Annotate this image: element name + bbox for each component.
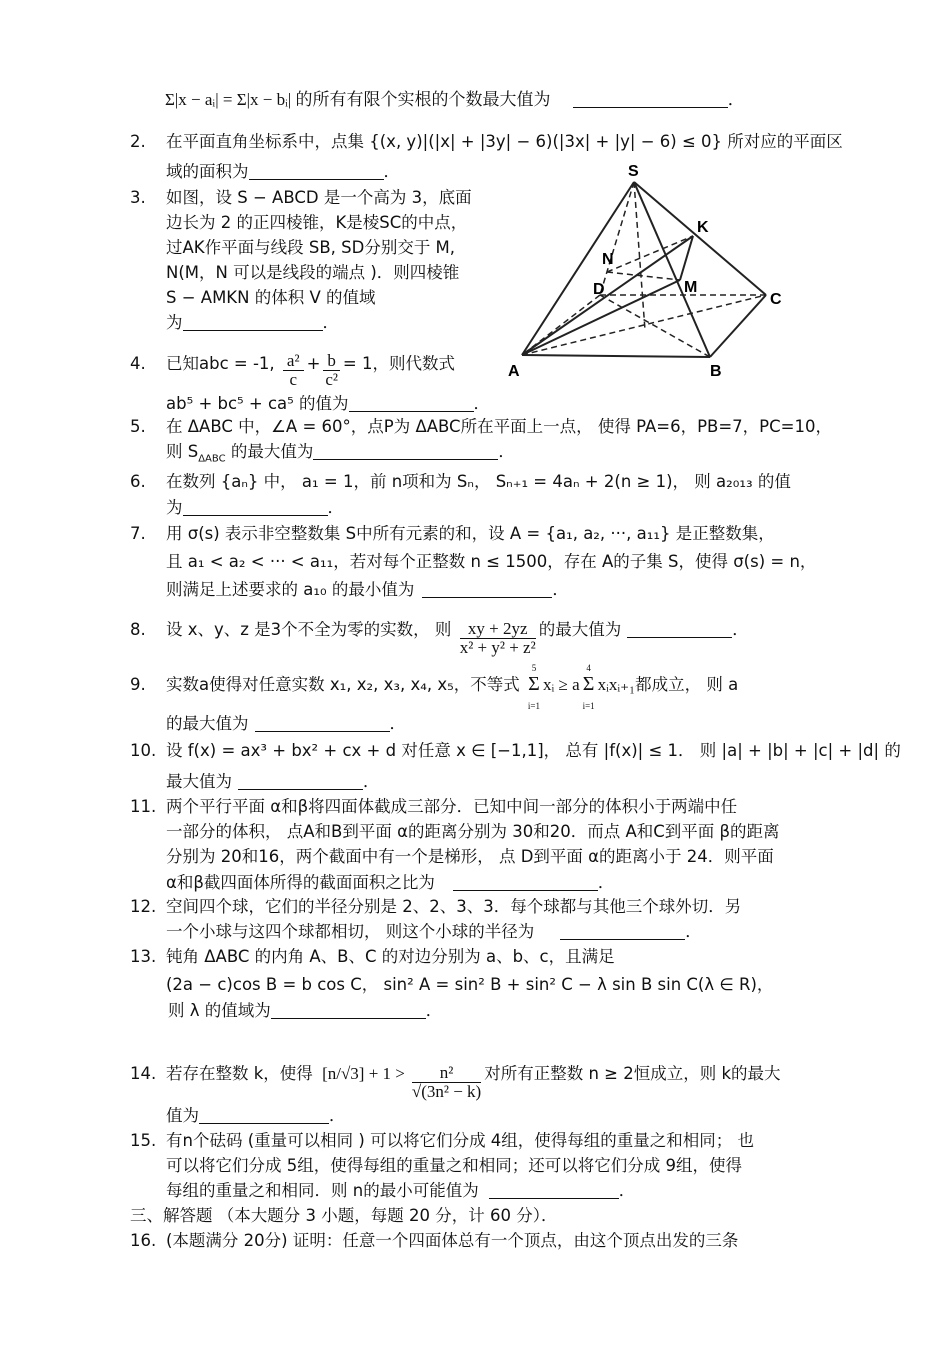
problem-11: 11. 两个平行平面 α和β将四面体截成三部分．已知中间一部分的体积小于两端中任	[130, 797, 738, 816]
label-c: C	[770, 291, 782, 308]
label-k: K	[697, 219, 709, 236]
answer-blank[interactable]	[560, 923, 685, 940]
problem-1-continuation: Σ|x − aᵢ| = Σ|x − bᵢ| 的所有有限个实根的个数最大值为 ．	[165, 90, 745, 109]
answer-blank[interactable]	[238, 773, 363, 790]
answer-blank[interactable]	[422, 581, 552, 598]
answer-blank[interactable]	[573, 91, 728, 108]
problem-14: 14. 若存在整数 k，使得 [n/√3] + 1 > $\frac{\text{n²}}{\text{√(3n² − k)}}$ 对所有正整数 n ≥ 2恒成立，则 k的最大	[130, 1063, 781, 1101]
problem-15: 15. 有n个砝码 (重量可以相同 ) 可以将它们分成 4组，使得每组的重量之和相同； 也	[130, 1131, 755, 1150]
problem-10: 10. 设 f(x) = ax³ + bx² + cx + d 对任意 x ∈ [−1,1]， 总有 |f(x)| ≤ 1． 则 |a| + |b| + |c| + |d| 的	[130, 741, 901, 760]
problem-9: 9. 实数a使得对任意实数 x₁, x₂, x₃, x₄, x₅，不等式 Σ 5 i=1 xᵢ ≥ a Σ 4 i=1 xᵢxᵢ₊₁都成立， 则 a	[130, 663, 739, 711]
problem-1-text: Σ|x − aᵢ| = Σ|x − bᵢ| 的所有有限个实根的个数最大值为	[165, 90, 551, 109]
document-page: Σ|x − aᵢ| = Σ|x − bᵢ| 的所有有限个实根的个数最大值为 ． 2. 在平面直角坐标系中，点集 {(x, y)|(|x| + |3y| − 6)(|3x| + |y| − 6) ≤ 0} 所对应的平面区 域的面积为 ． 3. 如图，设 S − ABCD 是一个高为 3，底面 边长为 2 的正四棱锥，K是棱SC的中点， 过AK作平面与线段 SB, SD分别交于 M, N(M，N 可以是线段的端点 )．则四棱锥 S − AMKN 的体积 V 的值域 为 ． S K N M D C A B 4. 已知abc = -1, $\frac{\text{a²}}{c}$ + $\frac{b}{\text{c²}}$ = 1，则代数式 ab⁵ + bc⁵ + ca⁵ 的值为 ． 5. 在 ΔABC 中，∠A = 60°，点P为 ΔABC所在平面上一点， 使得 PA=6，PB=7，PC=10， 则 $S_{\Delta ABC}$ 的最大值为 ． 6. 在数列 {aₙ} 中， a₁ = 1，前 n项和为 Sₙ， Sₙ₊₁ = 4aₙ + 2(n ≥ 1)， 则 a₂₀₁₃ 的值 为 ． 7. 用 σ(s) 表示非空整数集 S中所有元素的和，设 A = {a₁, a₂, ···, a₁₁} 是正整数集， 且 a₁ < a₂ < ··· < a₁₁，若对每个正整数 n ≤ 1500，存在 A的子集 S，使得 σ(s) = n， 则满足上述要求的 a₁₀ 的最小值为 ． 8. 设 x、y、z 是3个不全为零的实数， 则 $\frac{xy + 2yz}{\text{x² + y² + z²}}$ 的最大值为 ． 9. 实数a使得对任意实数 x₁, x₂, x₃, x₄, x₅，不等式 Σ 5 i=1 xᵢ ≥ a Σ 4 i=1 xᵢxᵢ₊₁都成立， 则 a 的最大值为 ． 10. 设 f(x) = ax³ + bx² + cx + d 对任意 x ∈ [−1,1]， 总有 |f(x)| ≤ 1． 则 |a| + |b| + |c| + |d| 的 最大值为 ． 11. 两个平行平面 α和β将四面体截成三部分．已知中间一部分的体积小于两端中任 一部分的体积， 点A和B到平面 α的距离分别为 30和20．而点 A和C到平面 β的距离 分别为 20和16，两个截面中有一个是梯形， 点 D到平面 α的距离小于 24．则平面 α和β截四面体所得的截面面积之比为 ． 12. 空间四个球，它们的半径分别是 2、2、3、3．每个球都与其他三个球外切．另 一个小球与这四个球都相切， 则这个小球的半径为 ． 13. 钝角 ΔABC 的内角 A、B、C 的对边分别为 a、b、c，且满足 (2a − c)cos B = b cos C， sin² A = sin² B + sin² C − λ sin B sin C(λ ∈ R)， 则 λ 的值域为 ． 14. 若存在整数 k，使得 [n/√3] + 1 > $\frac{\text{n²}}{\text{√(3n² − k)}}$ 对所有正整数 n ≥ 2恒成立，则 k的最大 值为 ． 15. 有n个砝码 (重量可以相同 ) 可以将它们分成 4组，使得每组的重量之和相同； 也 可以将它们分成 5组，使得每组的重量之和相同；还可以将它们分成 9组，使得 每组的重量之和相同．则 n的最小可能值为 ． 三、解答题 （本大题分 3 小题，每题 20 分，计 60 分）． 16. (本题满分 20分) 证明：任意一个四面体总有一个顶点，由这个顶点出发的三条	[130, 90, 901, 1250]
problem-5: 5. 在 ΔABC 中，∠A = 60°，点P为 ΔABC所在平面上一点， 使得 PA=6，PB=7，PC=10，	[130, 417, 832, 436]
pyramid-figure	[500, 160, 820, 390]
answer-blank[interactable]	[183, 314, 323, 331]
fraction: $\frac{\text{a²}}{c}$	[283, 352, 304, 389]
problem-2-cont: 域的面积为 ．	[166, 162, 400, 181]
label-d: D	[593, 281, 605, 298]
label-a: A	[508, 363, 520, 380]
section-heading: 三、解答题 （本大题分 3 小题，每题 20 分，计 60 分）．	[130, 1206, 558, 1225]
problem-12: 12. 空间四个球，它们的半径分别是 2、2、3、3．每个球都与其他三个球外切．另	[130, 897, 742, 916]
problem-4: 4. 已知abc = -1, $\frac{\text{a²}}{c}$ + $\frac{b}{\text{c²}}$ = 1，则代数式	[130, 351, 455, 389]
problem-2: 2. 在平面直角坐标系中，点集 {(x, y)|(|x| + |3y| − 6)(|3x| + |y| − 6) ≤ 0} 所对应的平面区	[130, 132, 843, 151]
problem-3: 3. 如图，设 S − ABCD 是一个高为 3，底面	[130, 188, 472, 207]
answer-blank[interactable]	[255, 715, 390, 732]
problem-6: 6. 在数列 {aₙ} 中， a₁ = 1，前 n项和为 Sₙ， Sₙ₊₁ = 4aₙ + 2(n ≥ 1)， 则 a₂₀₁₃ 的值	[130, 472, 791, 491]
answer-blank[interactable]	[489, 1182, 619, 1199]
answer-blank[interactable]	[199, 1107, 329, 1124]
label-n: N	[602, 251, 614, 268]
answer-blank[interactable]	[627, 621, 732, 638]
answer-blank[interactable]	[349, 395, 474, 412]
problem-16: 16. (本题满分 20分) 证明：任意一个四面体总有一个顶点，由这个顶点出发的三条	[130, 1231, 739, 1250]
answer-blank[interactable]	[271, 1002, 426, 1019]
label-b: B	[710, 363, 722, 380]
answer-blank[interactable]	[249, 163, 384, 180]
answer-blank[interactable]	[313, 443, 498, 460]
problem-8: 8. 设 x、y、z 是3个不全为零的实数， 则 $\frac{xy + 2yz}{\text{x² + y² + z²}}$ 的最大值为 ．	[130, 619, 749, 657]
problem-7: 7. 用 σ(s) 表示非空整数集 S中所有元素的和，设 A = {a₁, a₂, ···, a₁₁} 是正整数集，	[130, 524, 775, 543]
answer-blank[interactable]	[183, 499, 328, 516]
label-s: S	[628, 163, 639, 180]
label-m: M	[684, 279, 698, 296]
answer-blank[interactable]	[453, 874, 598, 891]
problem-13: 13. 钝角 ΔABC 的内角 A、B、C 的对边分别为 a、b、c，且满足	[130, 947, 615, 966]
